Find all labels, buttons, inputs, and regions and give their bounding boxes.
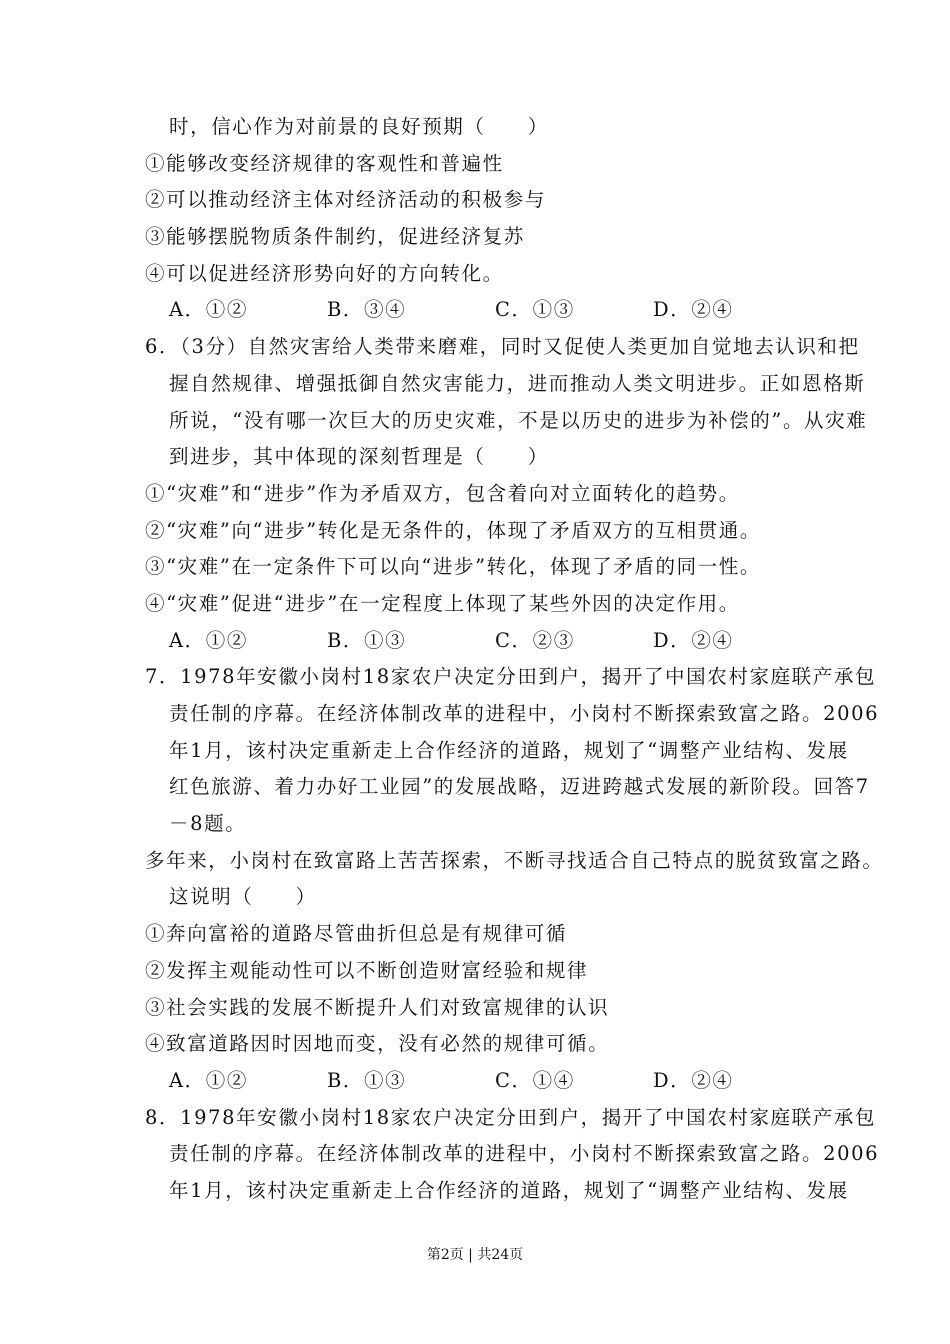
answer-option-d: D．②④	[653, 298, 734, 322]
text-line: ③能够摆脱物质条件制约，促进经济复苏	[145, 225, 525, 249]
answer-option-c: C．①③	[495, 298, 575, 322]
answer-options	[145, 1063, 835, 1100]
answer-option-a: A．①②	[169, 628, 248, 652]
answer-option-c: C．②③	[495, 628, 575, 652]
answer-option-b: B．③④	[327, 298, 407, 322]
text-line: ④致富道路因时因地而变，没有必然的规律可循。	[145, 1032, 610, 1056]
text-line: 8．1978年安徽小岗村18家农户决定分田到户，揭开了中国农村家庭联产承包	[145, 1105, 877, 1129]
text-line: 所说，“没有哪一次巨大的历史灾难，不是以历史的进步为补偿的”。从灾难	[169, 408, 868, 432]
text-line: 多年来，小岗村在致富路上苦苦探索，不断寻找适合自己特点的脱贫致富之路。	[145, 848, 884, 872]
text-line: ①“灾难”和“进步”作为矛盾双方，包含着向对立面转化的趋势。	[145, 481, 740, 505]
text-line: 时，信心作为对前景的良好预期（ ）	[169, 115, 549, 138]
text-line: 7．1978年安徽小岗村18家农户决定分田到户，揭开了中国农村家庭联产承包	[145, 665, 877, 689]
text-line: 握自然规律、增强抵御自然灾害能力，进而推动人类文明进步。正如恩格斯	[169, 371, 866, 395]
text-line: 这说明（ ）	[169, 885, 317, 909]
text-line: 年1月，该村决定重新走上合作经济的道路，规划了“调整产业结构、发展	[169, 738, 849, 762]
text-line: ③社会实践的发展不断提升人们对致富规律的认识	[145, 995, 610, 1019]
answer-option-b: B．①③	[327, 628, 407, 652]
answer-option-c: C．①④	[495, 1068, 575, 1092]
text-line: 6．（3分）自然灾害给人类带来磨难，同时又促使人类更加自觉地去认识和把	[145, 335, 860, 359]
page-footer: 第2页 | 共24页	[426, 1247, 524, 1263]
text-line: 责任制的序幕。在经济体制改革的进程中，小岗村不断探索致富之路。2006	[169, 1142, 880, 1166]
text-line: ②可以推动经济主体对经济活动的积极参与	[145, 188, 546, 212]
text-line: －8题。	[169, 812, 247, 836]
text-line: ④“灾难”促进“进步”在一定程度上体现了某些外因的决定作用。	[145, 591, 740, 615]
text-line: 责任制的序幕。在经济体制改革的进程中，小岗村不断探索致富之路。2006	[169, 702, 880, 725]
text-line: 红色旅游、着力办好工业园”的发展战略，迈进跨越式发展的新阶段。回答7	[169, 775, 870, 799]
answer-option-a: A．①②	[169, 1068, 248, 1092]
text-line: ③“灾难”在一定条件下可以向“进步”转化，体现了矛盾的同一性。	[145, 555, 761, 579]
text-line: 年1月，该村决定重新走上合作经济的道路，规划了“调整产业结构、发展	[169, 1178, 849, 1202]
answer-options	[145, 292, 835, 329]
answer-option-d: D．②④	[653, 628, 734, 652]
document-body	[145, 109, 884, 1210]
answer-option-a: A．①②	[169, 298, 248, 322]
answer-options	[145, 623, 835, 660]
text-line: 到进步，其中体现的深刻哲理是（ ）	[169, 445, 549, 469]
text-line: ②发挥主观能动性可以不断创造财富经验和规律	[145, 958, 589, 982]
text-line: ①奔向富裕的道路尽管曲折但总是有规律可循	[145, 922, 568, 946]
text-line: ①能够改变经济规律的客观性和普遍性	[145, 151, 504, 175]
answer-option-d: D．②④	[653, 1068, 734, 1092]
answer-option-b: B．①③	[327, 1068, 407, 1092]
text-line: ②“灾难”向“进步”转化是无条件的，体现了矛盾双方的互相贯通。	[145, 518, 761, 542]
text-line: ④可以促进经济形势向好的方向转化。	[145, 261, 504, 285]
